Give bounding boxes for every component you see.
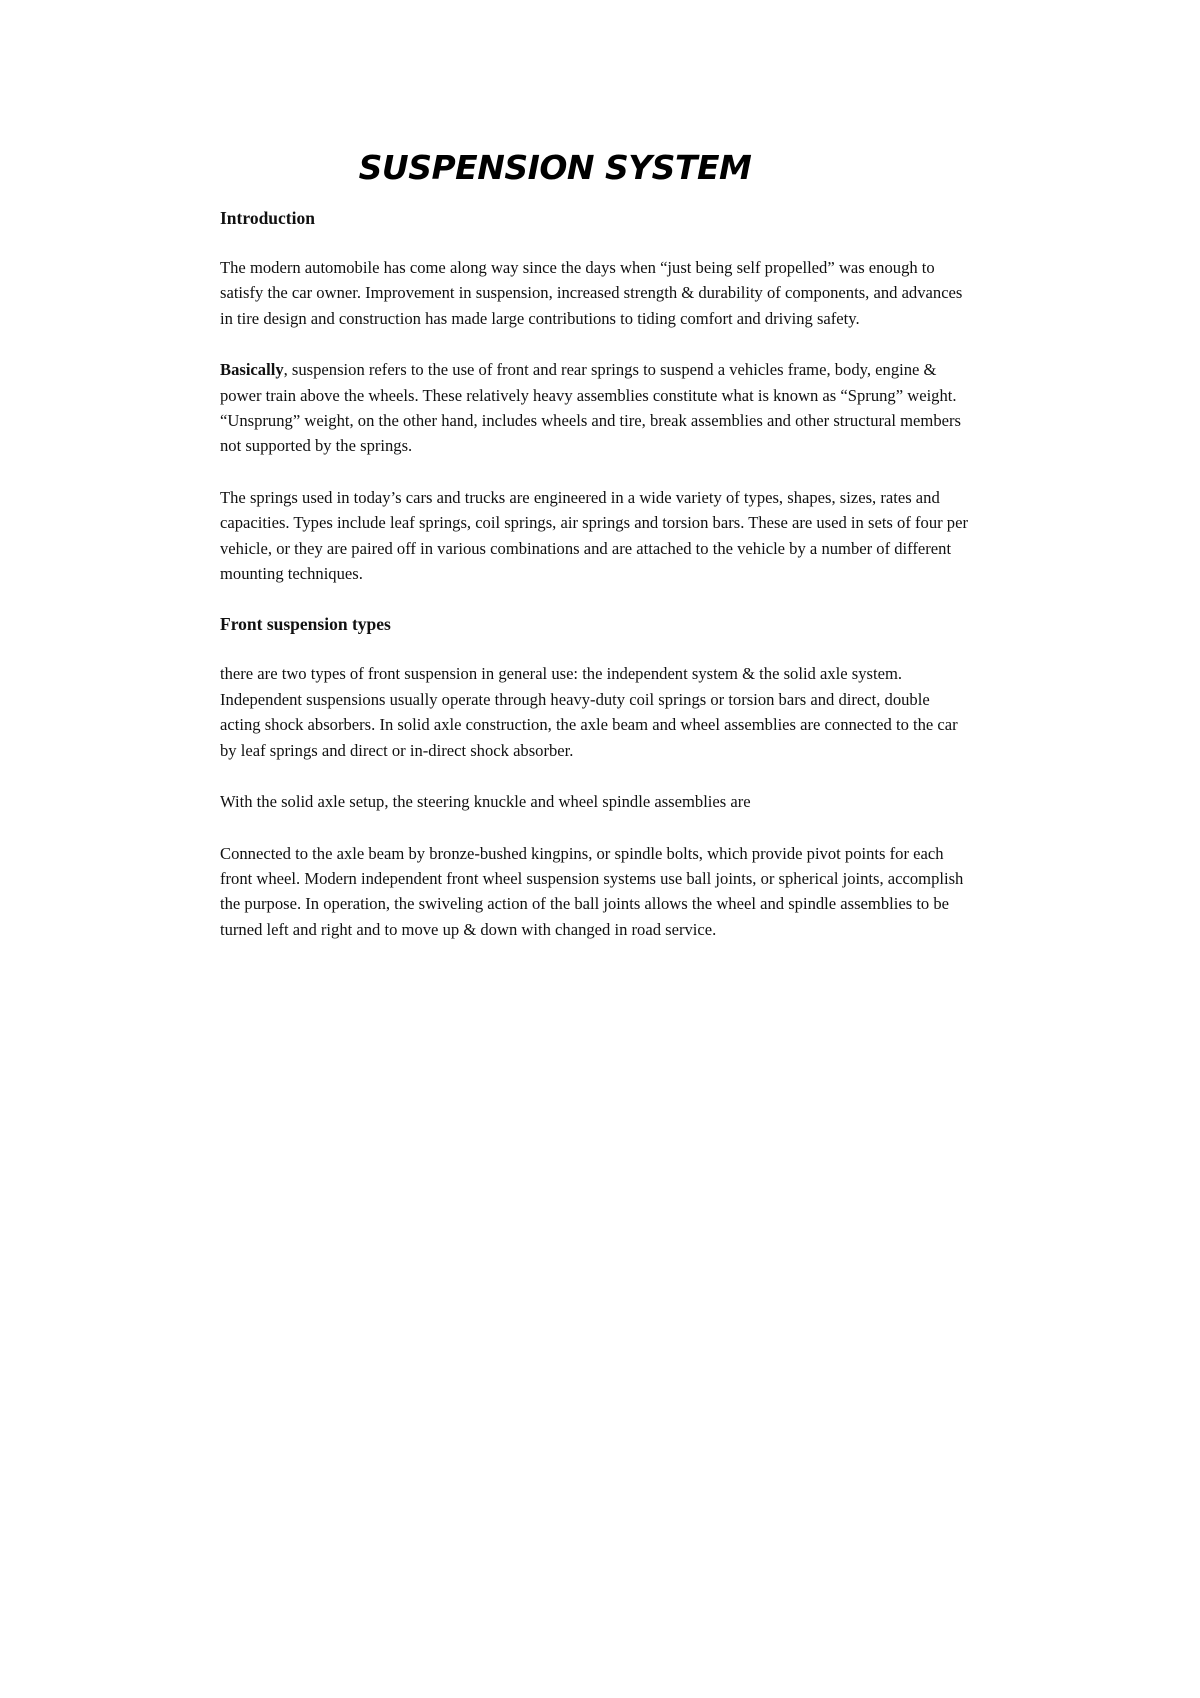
paragraph-intro-2 bbox=[220, 357, 968, 459]
paragraph-lead-word: Basically bbox=[220, 360, 284, 380]
section-heading-introduction: Introduction bbox=[220, 208, 315, 228]
document-title: SUSPENSION SYSTEM bbox=[358, 148, 752, 187]
paragraph-front-2: With the solid axle setup, the steering knuckle and wheel spindle assemblies are bbox=[220, 792, 751, 812]
section-heading-front-suspension: Front suspension types bbox=[220, 614, 391, 635]
paragraph-intro-3: The springs used in today’s cars and trucks are engineered in a wide variety of types, shapes, sizes, rates and capacities. Types include leaf springs, coil springs, air springs and torsion bars. These are used in sets of four per vehicle, or they are paired off in various combinations and are attached to the vehicle by a number of different mounting techniques. bbox=[220, 487, 968, 584]
paragraph-intro-2-text: , suspension refers to the use of front and rear springs to suspend a vehicles frame, body, engine & power train above the wheels. These relatively heavy assemblies constitute what is known as “Sprung” weight. “Unsprung” weight, on the other hand, includes wheels and tire, break assemblies and other structural members not supported by the springs. bbox=[220, 360, 961, 456]
paragraph-front-1: there are two types of front suspension in general use: the independent system & the solid axle system. Independent suspensions usually operate through heavy-duty coil springs or torsion bars and direct, double acting shock absorbers. In solid axle construction, the axle beam and wheel assemblies are connected to the car by leaf springs and direct or in-direct shock absorber. bbox=[220, 664, 958, 760]
paragraph-front-3: Connected to the axle beam by bronze-bushed kingpins, or spindle bolts, which provide pivot points for each front wheel. Modern independent front wheel suspension systems use ball joints, or spherical joints, accomplish the purpose. In operation, the swiveling action of the ball joints allows the wheel and spindle assemblies to be turned left and right and to move up & down with changed in road service. bbox=[220, 843, 964, 939]
paragraph-intro-1: The modern automobile has come along way since the days when “just being self propelled” was enough to satisfy the car owner. Improvement in suspension, increased strength & durability of components, and advances in tire design and construction has made large contributions to tiding comfort and driving safety. bbox=[220, 258, 963, 328]
document-body bbox=[220, 206, 968, 942]
